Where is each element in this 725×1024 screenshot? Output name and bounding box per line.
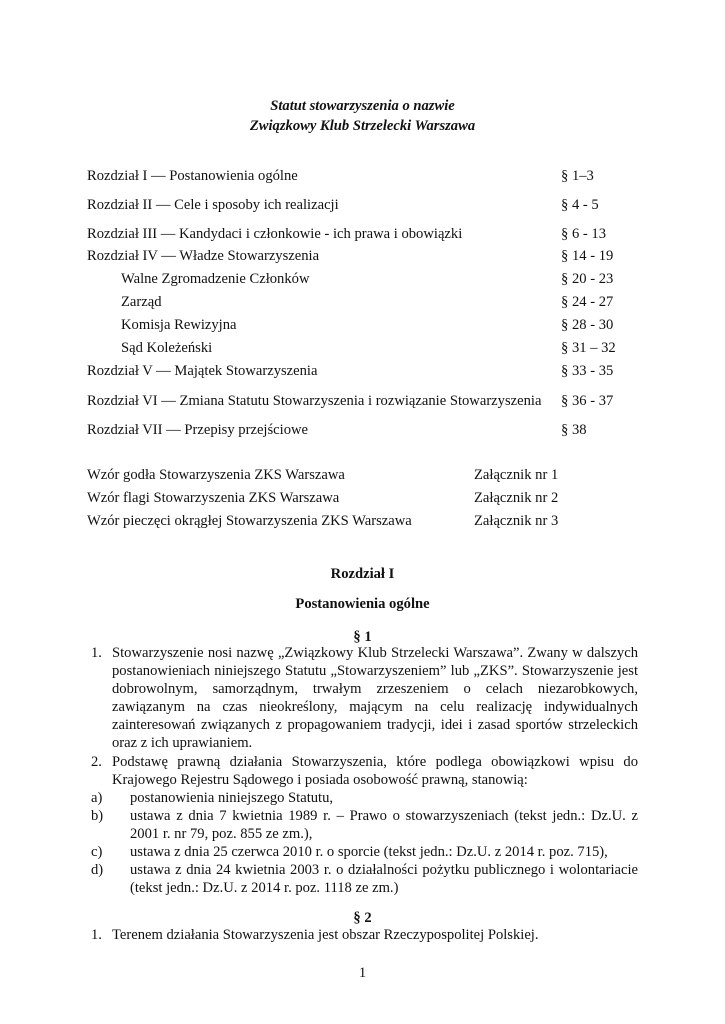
toc-entry-ref: § 4 - 5 xyxy=(561,197,599,213)
toc-entry-label: Rozdział VI — Zmiana Statutu Stowarzyszenia i rozwiązanie Stowarzyszenia xyxy=(87,393,542,409)
document-title-line-1: Statut stowarzyszenia o nazwie xyxy=(270,98,455,114)
list-item-letter: c) xyxy=(91,844,103,860)
paragraph-line: postanowieniach niniejszego Statutu „Stowarzyszeniem” lub „ZKS”. Stowarzyszenie jest xyxy=(112,663,638,679)
chapter-number: Rozdział I xyxy=(330,566,395,582)
document-title-line-2: Związkowy Klub Strzelecki Warszawa xyxy=(249,118,476,134)
paragraph-line: Terenem działania Stowarzyszenia jest obszar Rzeczypospolitej Polskiej. xyxy=(112,927,539,943)
toc-entry-label: Rozdział VII — Przepisy przejściowe xyxy=(87,422,309,438)
paragraph-line: dobrowolnym, samorządnym, trwałym zrzeszeniem o celach niezarobkowych, xyxy=(112,681,638,697)
toc-entry-ref: § 36 - 37 xyxy=(561,393,614,409)
page-number: 1 xyxy=(358,965,367,981)
attachment-label: Wzór flagi Stowarzyszenia ZKS Warszawa xyxy=(87,490,340,506)
toc-entry-ref: § 33 - 35 xyxy=(561,363,614,379)
list-item-letter: d) xyxy=(91,862,104,878)
paragraph-line: zainteresowań związanych z propagowaniem tradycji, idei i zasad sportów strzeleckich xyxy=(112,717,638,733)
toc-entry-label: Rozdział III — Kandydaci i członkowie - ich prawa i obowiązki xyxy=(87,226,463,242)
toc-entry-ref: § 31 – 32 xyxy=(561,340,616,356)
toc-entry-ref: § 6 - 13 xyxy=(561,226,606,242)
paragraph-number: 2. xyxy=(91,754,102,770)
attachment-ref: Załącznik nr 2 xyxy=(474,490,559,506)
list-item-text: (tekst jedn.: Dz.U. z 2014 r. poz. 1118 ze zm.) xyxy=(130,880,399,896)
paragraph-line: oraz z ich uprawianiem. xyxy=(112,735,253,751)
list-item-text: ustawa z dnia 7 kwietnia 1989 r. – Prawo o stowarzyszeniach (tekst jedn.: Dz.U. z xyxy=(130,808,638,824)
paragraph-line: Podstawę prawną działania Stowarzyszenia, które podlega obowiązkowi wpisu do xyxy=(112,754,638,770)
toc-entry-ref: § 28 - 30 xyxy=(561,317,614,333)
section-2-heading: § 2 xyxy=(353,910,372,926)
list-item-letter: b) xyxy=(91,808,104,824)
toc-entry-label: Rozdział I — Postanowienia ogólne xyxy=(87,168,298,184)
toc-entry-ref: § 1–3 xyxy=(561,168,594,184)
toc-entry-label: Rozdział V — Majątek Stowarzyszenia xyxy=(87,363,318,379)
section-1-heading: § 1 xyxy=(353,629,372,645)
toc-entry-ref: § 20 - 23 xyxy=(561,271,614,287)
paragraph-number: 1. xyxy=(91,927,102,943)
list-item-text: postanowienia niniejszego Statutu, xyxy=(130,790,334,806)
attachment-label: Wzór pieczęci okrągłej Stowarzyszenia ZKS Warszawa xyxy=(87,513,412,529)
paragraph-line: Krajowego Rejestru Sądowego i posiada osobowość prawną, stanowią: xyxy=(112,772,528,788)
attachment-ref: Załącznik nr 3 xyxy=(474,513,559,529)
list-item-text: ustawa z dnia 25 czerwca 2010 r. o sporcie (tekst jedn.: Dz.U. z 2014 r. poz. 715), xyxy=(130,844,608,860)
toc-subentry-label: Walne Zgromadzenie Członków xyxy=(121,271,310,287)
toc-subentry-label: Komisja Rewizyjna xyxy=(121,317,237,333)
toc-entry-ref: § 38 xyxy=(561,422,587,438)
list-item-letter: a) xyxy=(91,790,103,806)
attachment-label: Wzór godła Stowarzyszenia ZKS Warszawa xyxy=(87,467,345,483)
list-item-text: 2001 r. nr 79, poz. 855 ze zm.), xyxy=(130,826,313,842)
paragraph-line: Stowarzyszenie nosi nazwę „Związkowy Klub Strzelecki Warszawa”. Zwany w dalszych xyxy=(112,645,638,661)
paragraph-number: 1. xyxy=(91,645,102,661)
attachment-ref: Załącznik nr 1 xyxy=(474,467,559,483)
toc-entry-label: Rozdział IV — Władze Stowarzyszenia xyxy=(87,248,320,264)
toc-subentry-label: Zarząd xyxy=(121,294,162,310)
chapter-name: Postanowienia ogólne xyxy=(295,596,430,612)
toc-entry-ref: § 24 - 27 xyxy=(561,294,614,310)
toc-entry-label: Rozdział II — Cele i sposoby ich realizacji xyxy=(87,197,339,213)
toc-entry-ref: § 14 - 19 xyxy=(561,248,614,264)
paragraph-line: zawiązanym na czas nieokreślony, mającym na celu realizację indywidualnych xyxy=(112,699,638,715)
toc-subentry-label: Sąd Koleżeński xyxy=(121,340,213,356)
list-item-text: ustawa z dnia 24 kwietnia 2003 r. o działalności pożytku publicznego i wolontariacie xyxy=(130,862,638,878)
